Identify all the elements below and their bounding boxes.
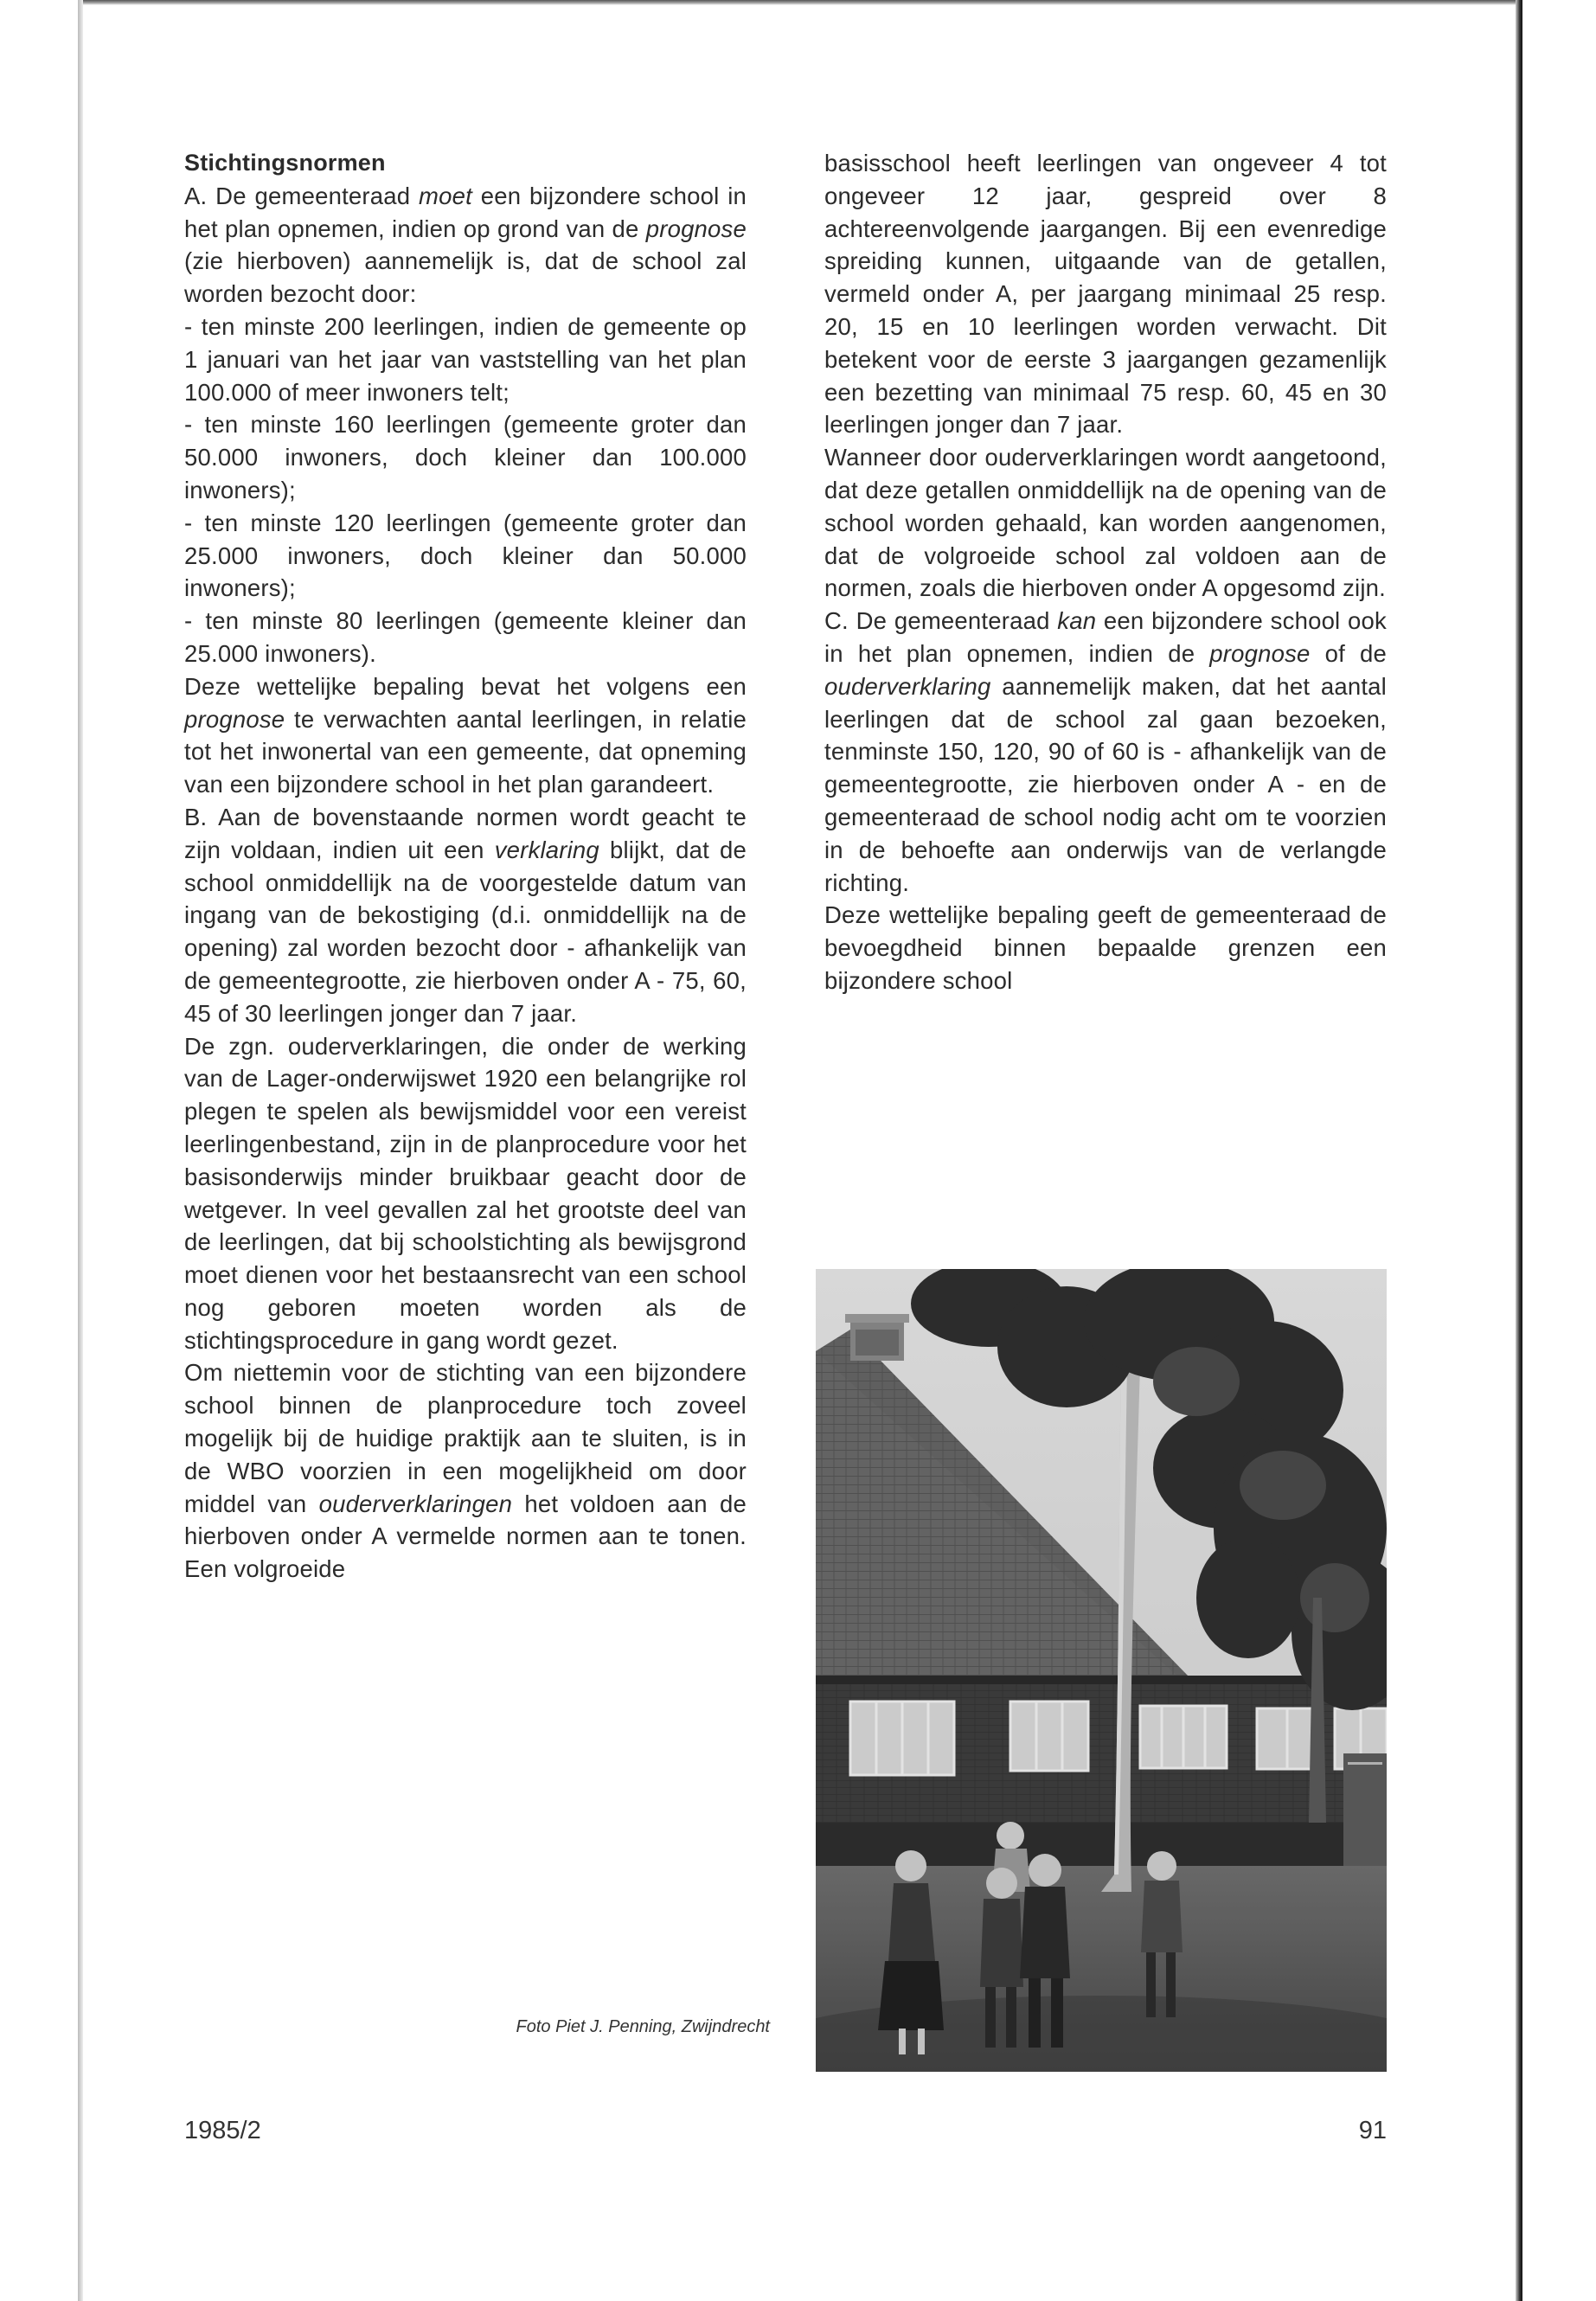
- paragraph-b: [184, 801, 747, 1030]
- page-number: 91: [1358, 2117, 1387, 2144]
- right-column: [824, 147, 1387, 997]
- list-item: - ten minste 120 leerlingen (gemeente groter dan 25.000 inwoners, doch kleiner dan 50.000 inwoners);: [184, 509, 747, 602]
- text-run: aannemelijk maken, dat het aantal leerlingen dat de school zal gaan bezoeken, tenminste 150, 120, 90 of 60 is - afhankelijk van de gemeentegrootte, zie hierboven onder A - en de gemeenteraad de school nodig acht om te voorzien in de behoefte aan onderwijs van de verlangde richting.: [824, 672, 1387, 896]
- text-run: of de: [1310, 639, 1387, 667]
- text-run: A. De gemeenteraad: [184, 182, 420, 209]
- text-run: het voldoen aan de hierboven onder A vermelde normen aan te tonen. Een volgroeide: [184, 1490, 747, 1583]
- text-run: Deze wettelijke bepaling bevat het volgens een: [184, 672, 747, 700]
- emphasis-ouderverklaring: ouderverklaring: [824, 672, 991, 700]
- text-run: te verwachten aantal leerlingen, in relatie tot het inwonertal van een gemeente, dat opneming van een bijzondere school in het plan garandeert.: [184, 705, 747, 798]
- list-item: - ten minste 200 leerlingen, indien de gemeente op 1 januari van het jaar van vaststelling van het plan 100.000 of meer inwoners telt;: [184, 312, 747, 406]
- text-run: (zie hierboven) aannemelijk is, dat de school zal worden bezocht door:: [184, 247, 747, 308]
- issue-number: 1985/2: [184, 2117, 261, 2144]
- paragraph-a: [184, 180, 747, 311]
- scan-edge-top: [83, 0, 1519, 5]
- paragraph: Deze wettelijke bepaling geeft de gemeenteraad de bevoegdheid binnen bepaalde grenzen een bijzondere school: [824, 901, 1387, 994]
- scan-edge-left: [78, 0, 83, 2301]
- section-heading: Stichtingsnormen: [184, 150, 386, 176]
- emphasis-prognose: prognose: [184, 705, 285, 733]
- text-run: B. Aan de bovenstaande normen wordt geacht te zijn voldaan, indien uit een: [184, 803, 747, 863]
- left-column: [184, 147, 747, 1586]
- paragraph: [184, 670, 747, 801]
- emphasis-verklaring: verklaring: [494, 836, 599, 863]
- text-run: Om niettemin voor de stichting van een bijzondere school binnen de planprocedure toch zoveel mogelijk bij de huidige praktijk aan te sluiten, is in de WBO voorzien in een mogelijkheid om door middel van: [184, 1359, 747, 1517]
- emphasis-prognose: prognose: [645, 215, 747, 242]
- paragraph: De zgn. ouderverklaringen, die onder de werking van de Lager-onderwijswet 1920 een belangrijke rol plegen te spelen als bewijsmiddel voor een vereist leerlingenbestand, zijn in de planprocedure voor het basisonderwijs minder bruikbaar geacht door de wetgever. In veel gevallen zal het grootste deel van de leerlingen, dat bij schoolstichting als bewijsgrond moet dienen voor het bestaansrecht van een school nog geboren moeten worden als de stichtingsprocedure in gang wordt gezet.: [184, 1032, 747, 1354]
- text-run: een bijzondere school ook in het plan opnemen, indien de: [824, 607, 1387, 667]
- list-item: - ten minste 80 leerlingen (gemeente kleiner dan 25.000 inwoners).: [184, 607, 747, 667]
- photo-caption: Foto Piet J. Penning, Zwijndrecht: [516, 2017, 770, 2036]
- paragraph: [184, 1356, 747, 1586]
- paragraph-c: [824, 605, 1387, 899]
- emphasis-kan: kan: [1057, 607, 1097, 635]
- paragraph: Wanneer door ouderverklaringen wordt aangetoond, dat deze getallen onmiddellijk na de opening van de school worden gehaald, kan worden aangenomen, dat de volgroeide school zal voldoen aan de normen, zoals die hierboven onder A opgesomd zijn.: [824, 444, 1387, 602]
- school-photo: [816, 1269, 1387, 2072]
- emphasis-ouderverklaringen: ouderverklaringen: [318, 1490, 513, 1517]
- scan-edge-right: [1516, 0, 1522, 2301]
- emphasis-prognose: prognose: [1209, 639, 1311, 667]
- emphasis-moet: moet: [419, 182, 472, 209]
- text-run: C. De gemeenteraad: [824, 607, 1058, 635]
- text-run: een bijzondere school in het plan opnemen, indien op grond van de: [184, 182, 747, 242]
- list-item: - ten minste 160 leerlingen (gemeente groter dan 50.000 inwoners, doch kleiner dan 100.000 inwoners);: [184, 411, 747, 503]
- paragraph: basisschool heeft leerlingen van ongeveer 4 tot ongeveer 12 jaar, gespreid over 8 achtereenvolgende jaargangen. Bij een evenredige spreiding kunnen, uitgaande van de getallen, vermeld onder A, per jaargang minimaal 25 resp. 20, 15 en 10 leerlingen worden verwacht. Dit betekent voor de eerste 3 jaargangen gezamenlijk een bezetting van minimaal 75 resp. 60, 45 en 30 leerlingen jonger dan 7 jaar.: [824, 150, 1387, 439]
- text-run: blijkt, dat de school onmiddellijk na de voorgestelde datum van ingang van de bekostiging (d.i. onmiddellijk na de opening) zal worden bezocht door - afhankelijk van de gemeentegrootte, zie hierboven onder A - 75, 60, 45 of 30 leerlingen jonger dan 7 jaar.: [184, 836, 747, 1027]
